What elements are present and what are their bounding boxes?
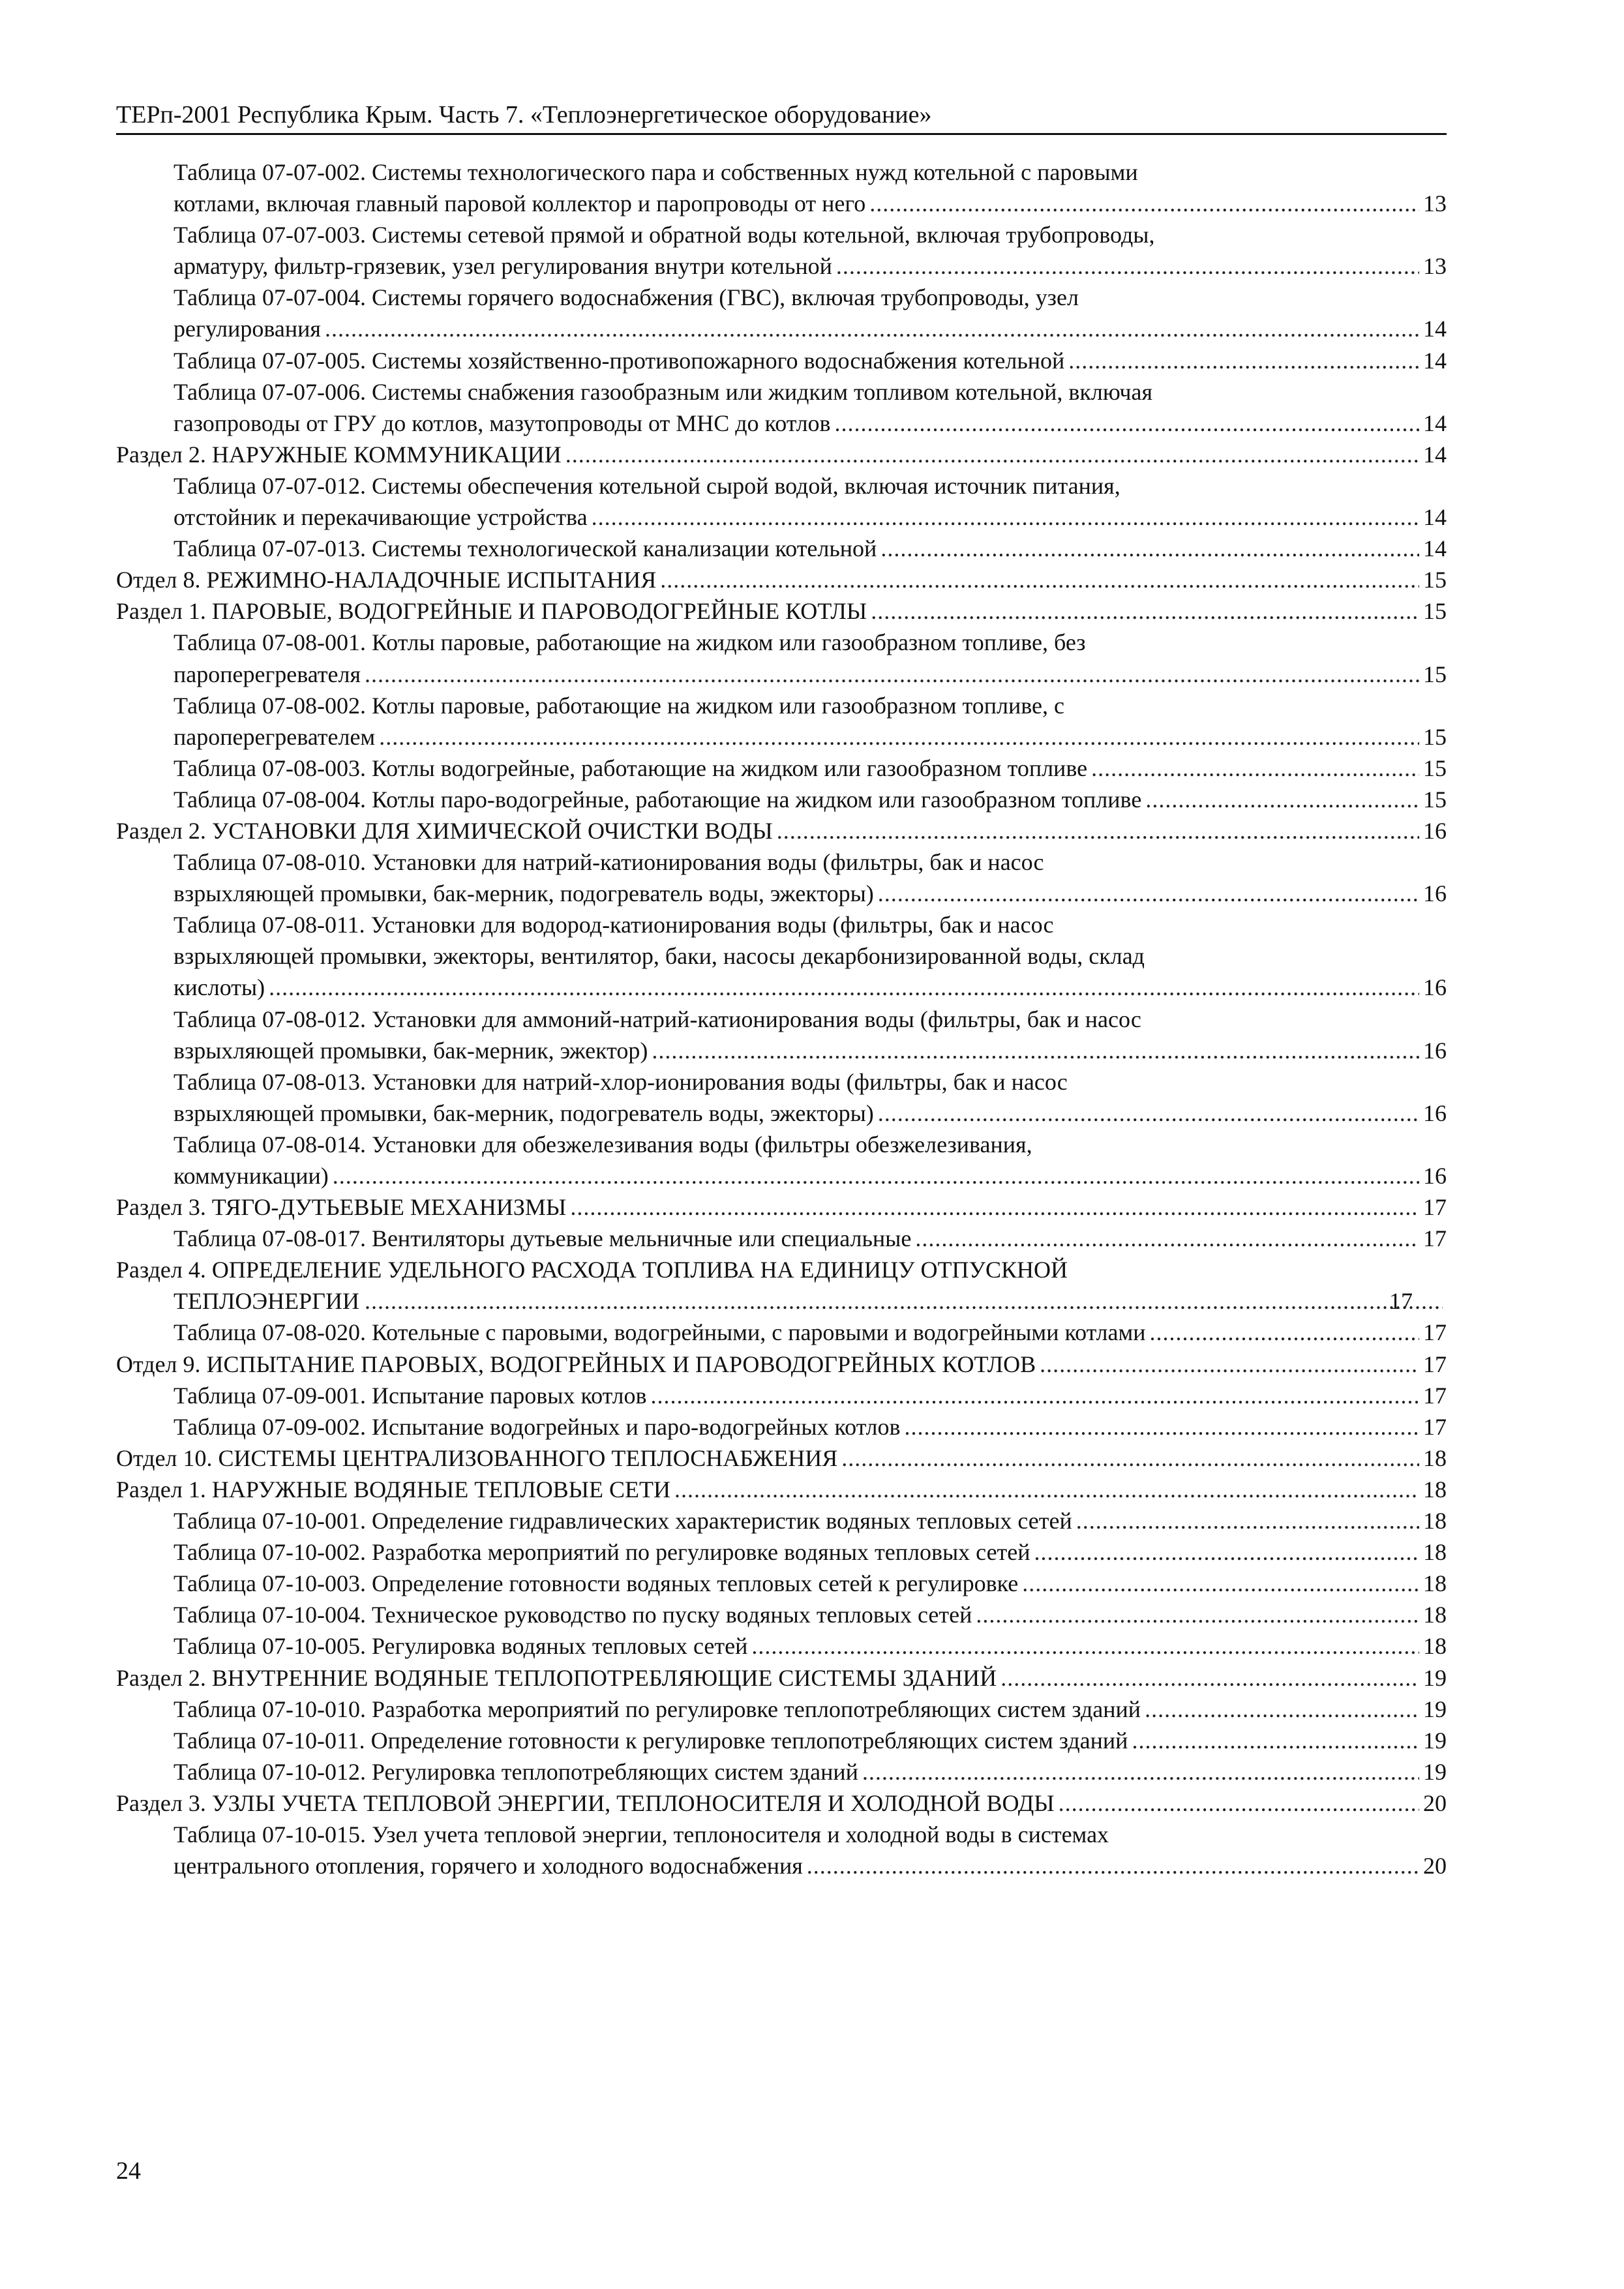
- dot-leader: [565, 439, 1419, 470]
- toc-entry-last-line: [173, 188, 1447, 219]
- dot-leader: [976, 1599, 1419, 1630]
- toc-page-number: 15: [1423, 723, 1447, 750]
- toc-entry[interactable]: [116, 1630, 1447, 1662]
- dot-leader: [1040, 1349, 1419, 1380]
- toc-entry[interactable]: [116, 627, 1447, 689]
- toc-entry-last-line: [173, 1694, 1447, 1725]
- toc-entry-line: Раздел 2. ВНУТРЕННИЕ ВОДЯНЫЕ ТЕПЛОПОТРЕБЛЯЮЩИЕ СИСТЕМЫ ЗДАНИЙ: [116, 1664, 997, 1691]
- toc-entry[interactable]: [116, 1349, 1447, 1380]
- toc-entry-last-line: [116, 1474, 1447, 1505]
- toc-entry-line: кислоты): [173, 974, 265, 1001]
- toc-entry-line: Таблица 07-10-005. Регулировка водяных тепловых сетей: [173, 1633, 748, 1660]
- toc-page-number: 20: [1423, 1853, 1447, 1879]
- dot-leader: [869, 188, 1419, 219]
- toc-entry-line: взрыхляющей промывки, бак-мерник, подогреватель воды, эжекторы): [173, 1100, 874, 1126]
- dot-leader: [650, 1380, 1419, 1411]
- toc-page-number: 14: [1423, 535, 1447, 562]
- toc-entry-line: Таблица 07-08-002. Котлы паровые, работающие на жидком или газообразном топливе, с: [173, 692, 1064, 719]
- toc-entry-line: взрыхляющей промывки, бак-мерник, подогреватель воды, эжекторы): [173, 880, 874, 907]
- toc-page-number: 16: [1423, 817, 1447, 844]
- toc-page-number: 14: [1423, 441, 1447, 468]
- toc-page-number: 19: [1423, 1727, 1447, 1754]
- dot-leader: [379, 721, 1419, 753]
- toc-entry[interactable]: [116, 595, 1447, 627]
- toc-entry-last-line: [116, 1788, 1447, 1819]
- toc-entry-line: Раздел 1. ПАРОВЫЕ, ВОДОГРЕЙНЫЕ И ПАРОВОДОГРЕЙНЫЕ КОТЛЫ: [116, 598, 867, 625]
- dot-leader: [878, 878, 1419, 909]
- toc-page-number: 14: [1423, 316, 1447, 342]
- toc-entry-last-line: [173, 1505, 1447, 1536]
- toc-entry-line: коммуникации): [173, 1163, 329, 1189]
- toc-entry-last-line: [173, 1536, 1447, 1568]
- toc-page-number: 14: [1423, 504, 1447, 531]
- toc-entry-last-line: [116, 564, 1447, 595]
- toc-entry-line: Таблица 07-07-003. Системы сетевой прямой и обратной воды котельной, включая трубопроводы,: [173, 222, 1155, 248]
- toc-entry-line: пароперегревателя: [173, 661, 361, 687]
- toc-entry-line: Таблица 07-09-001. Испытание паровых котлов: [173, 1382, 647, 1409]
- toc-entry[interactable]: [116, 1599, 1447, 1630]
- toc-entry-last-line: [116, 439, 1447, 470]
- toc-entry[interactable]: [116, 1254, 1447, 1317]
- toc-entry[interactable]: [116, 753, 1447, 784]
- dot-leader: [878, 1098, 1419, 1129]
- toc-entry-last-line: [173, 313, 1447, 344]
- toc-entry[interactable]: [116, 1819, 1447, 1881]
- toc-page-number: 17: [1423, 1413, 1447, 1440]
- toc-entry-last-line: [173, 972, 1447, 1003]
- toc-entry-last-line: [173, 1035, 1447, 1066]
- dot-leader: [1000, 1662, 1419, 1694]
- toc-entry-line: Таблица 07-07-013. Системы технологической канализации котельной: [173, 535, 877, 562]
- toc-page-number: 15: [1423, 786, 1447, 813]
- dot-leader: [880, 533, 1419, 564]
- toc-entry-line: Таблица 07-10-001. Определение гидравлических характеристик водяных тепловых сетей: [173, 1508, 1072, 1534]
- dot-leader: [915, 1223, 1419, 1254]
- toc-entry-line: Раздел 3. ТЯГО-ДУТЬЕВЫЕ МЕХАНИЗМЫ: [116, 1194, 567, 1221]
- toc-entry[interactable]: [116, 690, 1447, 753]
- toc-entry-line: Таблица 07-08-011. Установки для водород-катионирования воды (фильтры, бак и насос: [173, 912, 1054, 938]
- toc-entry-line: Таблица 07-08-010. Установки для натрий-катионирования воды (фильтры, бак и насос: [173, 849, 1044, 876]
- toc-page-number: 17: [1423, 1382, 1447, 1409]
- toc-entry-line: котлами, включая главный паровой коллектор и паропроводы от него: [173, 190, 866, 217]
- toc-entry[interactable]: [116, 815, 1447, 846]
- toc-page-number: 18: [1423, 1508, 1447, 1534]
- dot-leader: [862, 1756, 1419, 1788]
- toc-entry[interactable]: [116, 784, 1447, 815]
- toc-page-number: 17: [1423, 1351, 1447, 1377]
- toc-entry[interactable]: [116, 1380, 1447, 1411]
- toc-page-number: 17: [1423, 1319, 1447, 1346]
- toc-entry-last-line: [173, 1850, 1447, 1881]
- toc-page-number: 19: [1423, 1664, 1447, 1691]
- toc-page-number: 16: [1423, 1100, 1447, 1126]
- toc-page-number: 14: [1423, 410, 1447, 436]
- dot-leader: [836, 250, 1419, 282]
- page-number: 24: [116, 2157, 141, 2185]
- toc-entry[interactable]: [116, 1662, 1447, 1694]
- dot-leader: [777, 815, 1419, 846]
- toc-entry-line: взрыхляющей промывки, бак-мерник, эжектор): [173, 1037, 648, 1064]
- dot-leader: [905, 1411, 1419, 1443]
- toc-page-number: 13: [1423, 190, 1447, 217]
- toc-page-number: 15: [1423, 598, 1447, 625]
- toc-entry-last-line: [116, 1443, 1447, 1474]
- toc-entry-line: Отдел 8. РЕЖИМНО-НАЛАДОЧНЫЕ ИСПЫТАНИЯ: [116, 567, 657, 593]
- toc-entry-line: ТЕПЛОЭНЕРГИИ: [173, 1288, 359, 1315]
- toc-entry[interactable]: [116, 1129, 1447, 1191]
- toc-entry-last-line: [173, 659, 1447, 690]
- toc-entry[interactable]: [116, 1756, 1447, 1788]
- toc-entry-last-line: [173, 878, 1447, 909]
- toc-entry[interactable]: [116, 282, 1447, 344]
- toc-entry[interactable]: [116, 1505, 1447, 1536]
- toc-entry-last-line: [173, 501, 1447, 533]
- toc-page-number: 18: [1423, 1602, 1447, 1628]
- toc-entry[interactable]: [116, 439, 1447, 470]
- toc-entry-last-line: [173, 250, 1447, 282]
- dot-leader: [1145, 784, 1419, 815]
- toc-page-number: 14: [1423, 347, 1447, 374]
- toc-entry-line: Раздел 2. НАРУЖНЫЕ КОММУНИКАЦИИ: [116, 441, 562, 468]
- toc-entry-line: Таблица 07-10-003. Определение готовности водяных тепловых сетей к регулировке: [173, 1570, 1019, 1597]
- toc-entry-line: Таблица 07-07-006. Системы снабжения газообразным или жидким топливом котельной, включая: [173, 378, 1153, 405]
- toc-entry-last-line: [173, 721, 1447, 753]
- toc-entry[interactable]: [116, 1411, 1447, 1443]
- toc-page-number: 19: [1423, 1696, 1447, 1722]
- toc-entry-line: Таблица 07-08-014. Установки для обезжелезивания воды (фильтры обезжелезивания,: [173, 1131, 1032, 1158]
- toc-entry-line: Таблица 07-07-004. Системы горячего водоснабжения (ГВС), включая трубопроводы, узел: [173, 284, 1079, 311]
- toc-entry-line: Таблица 07-07-012. Системы обеспечения котельной сырой водой, включая источник питания,: [173, 472, 1120, 499]
- toc-entry-line: Таблица 07-10-012. Регулировка теплопотребляющих систем зданий: [173, 1758, 858, 1785]
- toc-entry-line: взрыхляющей промывки, эжекторы, вентилятор, баки, насосы декарбонизированной воды, склад: [173, 943, 1145, 970]
- toc-entry[interactable]: [116, 1536, 1447, 1568]
- dot-leader: [1091, 753, 1419, 784]
- toc-entry-last-line: [173, 1630, 1447, 1662]
- dot-leader: [325, 313, 1419, 344]
- dot-leader: [674, 1474, 1419, 1505]
- table-of-contents: [116, 157, 1447, 1881]
- toc-entry-last-line: [173, 753, 1447, 784]
- toc-entry-last-line: [173, 784, 1447, 815]
- toc-entry-last-line: [173, 1411, 1447, 1443]
- toc-entry-last-line: [116, 1349, 1447, 1380]
- toc-entry-line: Раздел 4. ОПРЕДЕЛЕНИЕ УДЕЛЬНОГО РАСХОДА ТОПЛИВА НА ЕДИНИЦУ ОТПУСКНОЙ: [116, 1257, 1068, 1283]
- dot-leader: [835, 408, 1419, 439]
- toc-page-number: 18: [1423, 1539, 1447, 1566]
- toc-page-number: 16: [1423, 1163, 1447, 1189]
- toc-entry-line: Таблица 07-10-010. Разработка мероприятий по регулировке теплопотребляющих систем зданий: [173, 1696, 1141, 1722]
- dot-leader: [365, 659, 1419, 690]
- toc-page-number: 18: [1423, 1444, 1447, 1471]
- dot-leader: [1149, 1317, 1419, 1348]
- toc-entry-line: Таблица 07-08-013. Установки для натрий-хлор-ионирования воды (фильтры, бак и насос: [173, 1068, 1068, 1095]
- dot-leader: [1034, 1536, 1419, 1568]
- toc-entry-last-line: [173, 1599, 1447, 1630]
- toc-page-number: 16: [1423, 1037, 1447, 1064]
- toc-entry-line: арматуру, фильтр-грязевик, узел регулирования внутри котельной: [173, 253, 832, 280]
- toc-entry[interactable]: [116, 846, 1447, 909]
- dot-leader: [592, 501, 1419, 533]
- toc-entry-last-line: ТЕПЛОЭНЕРГИИ ..... 17: [173, 1285, 1447, 1317]
- toc-page-number: 15: [1423, 567, 1447, 593]
- toc-entry[interactable]: [116, 345, 1447, 376]
- toc-entry[interactable]: [116, 219, 1447, 282]
- toc-page-number: 15: [1423, 661, 1447, 687]
- toc-entry-last-line: [173, 1568, 1447, 1599]
- dot-leader: [751, 1630, 1419, 1662]
- toc-entry-last-line: [173, 1160, 1447, 1191]
- toc-entry[interactable]: [116, 1223, 1447, 1254]
- toc-entry-last-line: [116, 815, 1447, 846]
- toc-entry-line: регулирования: [173, 316, 321, 342]
- dot-leader: [1132, 1725, 1419, 1756]
- toc-entry-line: Таблица 07-07-002. Системы технологического пара и собственных нужд котельной с паровыми: [173, 159, 1138, 185]
- dot-leader: [269, 972, 1419, 1003]
- toc-entry-line: Отдел 10. СИСТЕМЫ ЦЕНТРАЛИЗОВАННОГО ТЕПЛОСНАБЖЕНИЯ: [116, 1444, 838, 1471]
- toc-entry-last-line: [173, 1317, 1447, 1348]
- toc-entry[interactable]: [116, 470, 1447, 533]
- dot-leader: [363, 1285, 1443, 1317]
- toc-entry-line: Таблица 07-08-001. Котлы паровые, работающие на жидком или газообразном топливе, без: [173, 629, 1086, 656]
- toc-entry-line: Раздел 2. УСТАНОВКИ ДЛЯ ХИМИЧЕСКОЙ ОЧИСТКИ ВОДЫ: [116, 817, 773, 844]
- toc-entry[interactable]: [116, 1694, 1447, 1725]
- toc-page-number: 17: [1423, 1194, 1447, 1221]
- dot-leader: [652, 1035, 1419, 1066]
- toc-page-number: 15: [1423, 755, 1447, 781]
- toc-entry[interactable]: [116, 533, 1447, 564]
- dot-leader: [1145, 1694, 1419, 1725]
- toc-page-number: 20: [1423, 1789, 1447, 1816]
- toc-entry-last-line: [173, 1223, 1447, 1254]
- toc-entry-line: Таблица 07-10-011. Определение готовности к регулировке теплопотребляющих систем зданий: [173, 1727, 1128, 1754]
- toc-entry[interactable]: [116, 564, 1447, 595]
- toc-page-number: 18: [1423, 1570, 1447, 1597]
- dot-leader: [333, 1160, 1419, 1191]
- toc-entry[interactable]: [116, 1568, 1447, 1599]
- running-header: ТЕРп-2001 Республика Крым. Часть 7. «Теплоэнергетическое оборудование»: [116, 97, 1447, 135]
- toc-page-number: 18: [1423, 1476, 1447, 1503]
- dot-leader: [807, 1850, 1419, 1881]
- toc-entry[interactable]: [116, 1004, 1447, 1066]
- toc-entry-line: Таблица 07-10-015. Узел учета тепловой энергии, теплоносителя и холодной воды в системах: [173, 1821, 1109, 1848]
- toc-entry-last-line: [173, 1725, 1447, 1756]
- toc-entry[interactable]: [116, 909, 1447, 1003]
- toc-entry-line: Таблица 07-07-005. Системы хозяйственно-противопожарного водоснабжения котельной: [173, 347, 1065, 374]
- toc-entry[interactable]: [116, 157, 1447, 219]
- dot-leader: [1022, 1568, 1419, 1599]
- toc-entry[interactable]: [116, 376, 1447, 439]
- dot-leader: [1059, 1788, 1419, 1819]
- toc-page-number: 18: [1423, 1633, 1447, 1660]
- toc-entry-last-line: [173, 1098, 1447, 1129]
- toc-entry-last-line: [173, 1380, 1447, 1411]
- toc-entry-line: Таблица 07-08-003. Котлы водогрейные, работающие на жидком или газообразном топливе: [173, 755, 1088, 781]
- toc-entry-line: отстойник и перекачивающие устройства: [173, 504, 588, 531]
- toc-page-number: 19: [1423, 1758, 1447, 1785]
- toc-entry-line: Таблица 07-08-020. Котельные с паровыми, водогрейными, с паровыми и водогрейными котлами: [173, 1319, 1146, 1346]
- toc-entry-line: Раздел 1. НАРУЖНЫЕ ВОДЯНЫЕ ТЕПЛОВЫЕ СЕТИ: [116, 1476, 671, 1503]
- toc-entry-last-line: [116, 595, 1447, 627]
- toc-entry[interactable]: [116, 1788, 1447, 1819]
- dot-leader: [1068, 345, 1419, 376]
- toc-entry-line: Отдел 9. ИСПЫТАНИЕ ПАРОВЫХ, ВОДОГРЕЙНЫХ И ПАРОВОДОГРЕЙНЫХ КОТЛОВ: [116, 1351, 1036, 1377]
- toc-entry[interactable]: [116, 1474, 1447, 1505]
- toc-entry-last-line: [116, 1191, 1447, 1223]
- dot-leader: [841, 1443, 1419, 1474]
- toc-entry-last-line: [116, 1662, 1447, 1694]
- toc-entry[interactable]: [116, 1317, 1447, 1348]
- toc-entry-line: Таблица 07-09-002. Испытание водогрейных и паро-водогрейных котлов: [173, 1413, 901, 1440]
- dot-leader: [871, 595, 1419, 627]
- toc-entry-line: Таблица 07-10-002. Разработка мероприятий по регулировке водяных тепловых сетей: [173, 1539, 1030, 1566]
- dot-leader: [1076, 1505, 1419, 1536]
- toc-entry-line: пароперегревателем: [173, 723, 376, 750]
- toc-entry-last-line: [173, 1756, 1447, 1788]
- toc-entry[interactable]: [116, 1443, 1447, 1474]
- toc-entry[interactable]: [116, 1191, 1447, 1223]
- toc-entry-line: Раздел 3. УЗЛЫ УЧЕТА ТЕПЛОВОЙ ЭНЕРГИИ, ТЕПЛОНОСИТЕЛЯ И ХОЛОДНОЙ ВОДЫ: [116, 1789, 1055, 1816]
- toc-entry-line: Таблица 07-08-012. Установки для аммоний-натрий-катионирования воды (фильтры, бак и насос: [173, 1006, 1141, 1032]
- dot-leader: [660, 564, 1419, 595]
- toc-entry[interactable]: [116, 1066, 1447, 1129]
- toc-entry-line: центрального отопления, горячего и холодного водоснабжения: [173, 1853, 803, 1879]
- toc-entry-line: Таблица 07-08-017. Вентиляторы дутьевые мельничные или специальные: [173, 1225, 912, 1252]
- toc-entry-line: газопроводы от ГРУ до котлов, мазутопроводы от МНС до котлов: [173, 410, 831, 436]
- toc-entry-line: Таблица 07-10-004. Техническое руководство по пуску водяных тепловых сетей: [173, 1602, 972, 1628]
- toc-entry-line: Таблица 07-08-004. Котлы паро-водогрейные, работающие на жидком или газообразном топливе: [173, 786, 1142, 813]
- toc-page-number: 13: [1423, 253, 1447, 280]
- toc-page-number: 17: [1423, 1225, 1447, 1252]
- toc-entry-last-line: [173, 533, 1447, 564]
- toc-page-number: 16: [1423, 880, 1447, 907]
- toc-entry-last-line: [173, 408, 1447, 439]
- toc-entry[interactable]: [116, 1725, 1447, 1756]
- dot-leader: [570, 1191, 1419, 1223]
- toc-page-number: 16: [1423, 974, 1447, 1001]
- toc-entry-last-line: [173, 345, 1447, 376]
